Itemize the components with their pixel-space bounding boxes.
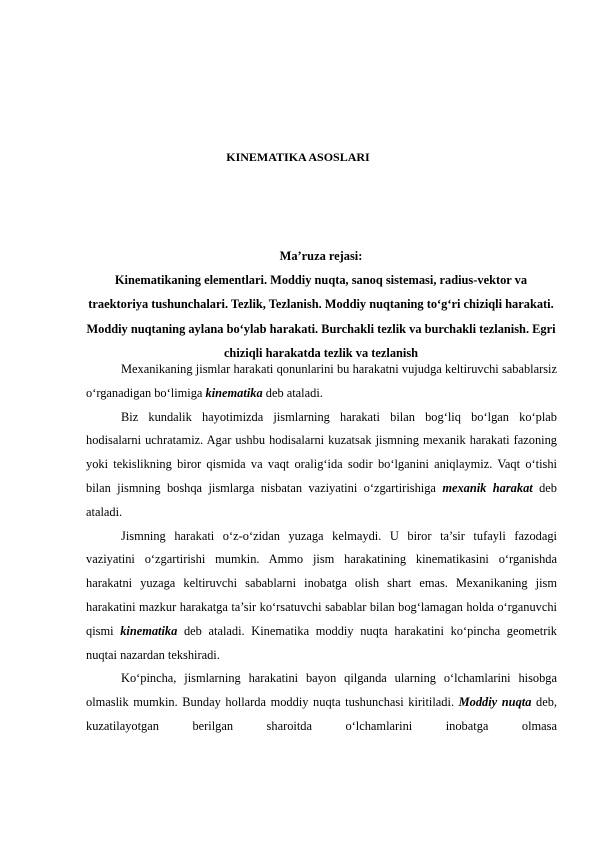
- paragraph-text: deb ataladi. Kinematika moddiy nuqta harakatini ko‘pincha geometrik nuqtai nazardan tekshiradi.: [86, 623, 557, 662]
- paragraph-text: Jismning harakati o‘z-o‘zidan yuzaga kelmaydi. U biror ta’sir tufayli fazodagi vaziyatini o‘zgartirishi mumkin. Ammo jism harakatining kinematikasini o‘rganishda harakatni yuzaga keltiruvchi sabablarni inobatga olish shart emas. Mexanikaning jism harakatini mazkur harakatga ta’sir ko‘rsatuvchi sabablar bilan bog‘lamagan holda o‘rganuvchi qismi: [86, 528, 557, 638]
- lecture-plan: [86, 244, 556, 365]
- paragraph-text: Ko‘pincha, jismlarning harakatini bayon qilganda ularning o‘lchamlarini hisobga olmaslik mumkin. Bunday hollarda moddiy nuqta tushunchasi kiritiladi.: [86, 671, 557, 710]
- body-text: [86, 358, 557, 739]
- paragraph-text: Mexanikaning jismlar harakati qonunlarini bu harakatni vujudga keltiruvchi sabablarsiz o‘rganadigan bo‘limiga: [86, 362, 557, 400]
- paragraph-text: Biz kundalik hayotimizda jismlarning harakati bilan bog‘liq bo‘lgan ko‘plab hodisalarni uchratamiz. Agar ushbu hodisalarni kuzatsak jismning mexanik harakati fazoning yoki tekislikning biror qismida va vaqt oralig‘ida sodir bo‘lganini aniqlaymiz. Vaqt o‘tishi bilan jismning boshqa jismlarga nisbatan vaziyatini o‘zgartirishiga: [86, 409, 557, 495]
- plan-heading: Ma’ruza rejasi:: [279, 249, 363, 263]
- paragraph: [86, 358, 557, 406]
- page-title: KINEMATIKA ASOSLARI: [226, 150, 370, 164]
- term-mexanik-harakat: mexanik harakat: [442, 480, 533, 495]
- paragraph: [86, 667, 557, 738]
- term-moddiy-nuqta: Moddiy nuqta: [458, 695, 532, 710]
- paragraph-text: deb ataladi.: [262, 385, 323, 400]
- paragraph-text: deb, kuzatilayotgan berilgan sharoitda o‘lchamlarini inobatga olmasa: [86, 695, 557, 733]
- paragraph: [86, 406, 557, 525]
- term-kinematika: kinematika: [120, 623, 178, 638]
- paragraph: [86, 525, 557, 668]
- term-kinematika: kinematika: [205, 385, 263, 400]
- paragraph-text: deb ataladi.: [86, 480, 557, 519]
- plan-text: Kinematikaning elementlari. Moddiy nuqta, sanoq sistemasi, radius-vektor va traektoriya tushunchalari. Tezlik, Tezlanish. Moddiy nuqtaning to‘g‘ri chiziqli harakati. Moddiy nuqtaning aylana bo‘ylab harakati. Burchakli tezlik va burchakli tezlanish. Egri chiziqli harakatda tezlik va tezlanish: [86, 273, 556, 360]
